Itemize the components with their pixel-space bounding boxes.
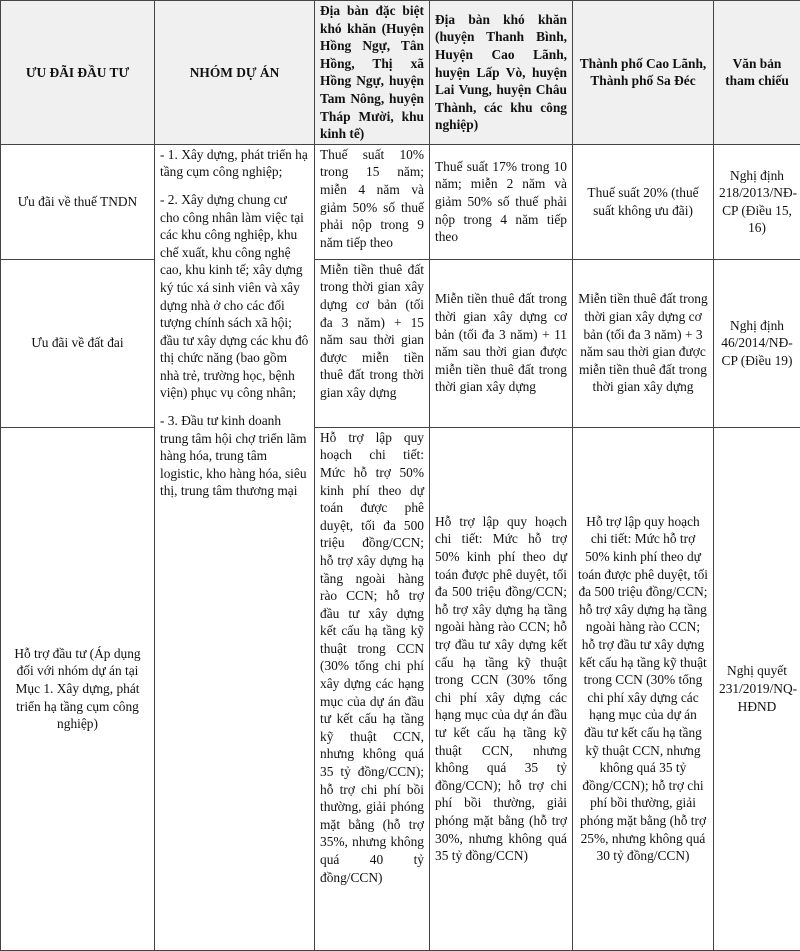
special-difficult-area-cell: Hỗ trợ lập quy hoạch chi tiết: Mức hỗ trợ 50% kinh phí theo dự toán được phê duyệt, tối đa 500 triệu đồng/CCN; hỗ trợ xây dựng hạ tầng ngoài hàng rào CCN; hỗ trợ đầu tư xây dựng kết cấu hạ tầng kỹ thuật trong CCN (30% tổng chi phí xây dựng các hạng mục của dự án đầu tư kết cấu hạ tầng kỹ thuật CCN, nhưng không quá 35 tỷ đồng/CCN); hỗ trợ chi phí bồi thường, giải phóng mặt bằng (hỗ trợ 35%, nhưng không quá 40 tỷ đồng/CCN) (315, 427, 430, 950)
header-difficult-area: Địa bàn khó khăn (huyện Thanh Bình, Huyện Cao Lãnh, huyện Lấp Vò, huyện Lai Vung, huyện Châu Thành, các khu công nghiệp) (430, 1, 573, 145)
reference-cell: Nghị quyết 231/2019/NQ-HĐND (714, 427, 800, 950)
header-city: Thành phố Cao Lãnh, Thành phố Sa Đéc (573, 1, 714, 145)
header-reference: Văn bản tham chiếu (714, 1, 800, 145)
reference-cell: Nghị định 218/2013/NĐ-CP (Điều 15, 16) (714, 144, 800, 259)
header-special-difficult-area: Địa bàn đặc biệt khó khăn (Huyện Hồng Ngự, Tân Hồng, Thị xã Hồng Ngự, huyện Tam Nông, huyện Tháp Mười, khu kinh tế) (315, 1, 430, 145)
project-group-item: - 3. Đầu tư kinh doanh trung tâm hội chợ triển lãm hàng hóa, trung tâm logistic, kho hàng hóa, siêu thị, trung tâm thương mại (160, 413, 307, 499)
project-group-item: - 1. Xây dựng, phát triển hạ tầng cụm công nghiệp; (160, 146, 308, 180)
difficult-area-cell: Hỗ trợ lập quy hoạch chi tiết: Mức hỗ trợ 50% kinh phí theo dự toán được phê duyệt, tối đa 500 triệu đồng/CCN; hỗ trợ xây dựng hạ tầng ngoài hàng rào CCN; hỗ trợ đầu tư xây dựng kết cấu hạ tầng kỹ thuật trong CCN (30% tổng chi phí xây dựng các hạng mục của dự án đầu tư kết cấu hạ tầng kỹ thuật CCN, nhưng không quá 35 tỷ đồng/CCN); hỗ trợ chi phí bồi thường, giải phóng mặt bằng (hỗ trợ 30%, nhưng không quá 35 tỷ đồng/CCN) (430, 427, 573, 950)
city-cell: Miễn tiền thuê đất trong thời gian xây dựng cơ bản (tối đa 3 năm) + 3 năm sau thời gian được miễn tiền thuê đất trong thời gian xây dựng (573, 259, 714, 427)
header-row (1, 1, 800, 145)
special-difficult-area-cell: Thuế suất 10% trong 15 năm; miễn 4 năm và giảm 50% số thuế phải nộp trong 9 năm tiếp theo (315, 144, 430, 259)
table-row (1, 144, 800, 259)
difficult-area-cell: Miễn tiền thuê đất trong thời gian xây dựng cơ bản (tối đa 3 năm) + 11 năm sau thời gian được miễn tiền thuê đất trong thời gian xây dựng (430, 259, 573, 427)
incentive-cell: Hỗ trợ đầu tư (Áp dụng đối với nhóm dự án tại Mục 1. Xây dựng, phát triển hạ tầng cụm công nghiệp) (1, 427, 155, 950)
incentive-cell: Ưu đãi về đất đai (1, 259, 155, 427)
difficult-area-cell: Thuế suất 17% trong 10 năm; miễn 2 năm và giảm 50% số thuế phải nộp trong 4 năm tiếp theo (430, 144, 573, 259)
header-project-group: NHÓM DỰ ÁN (155, 1, 315, 145)
city-cell: Hỗ trợ lập quy hoạch chi tiết: Mức hỗ trợ 50% kinh phí theo dự toán được phê duyệt, tối đa 500 triệu đồng/CCN; hỗ trợ xây dựng hạ tầng ngoài hàng rào CCN; hỗ trợ đầu tư xây dựng kết cấu hạ tầng kỹ thuật trong CCN (30% tổng chi phí xây dựng các hạng mục của dự án đầu tư kết cấu hạ tầng kỹ thuật CCN, nhưng không quá 35 tỷ đồng/CCN); hỗ trợ chi phí bồi thường, giải phóng mặt bằng (hỗ trợ 25%, nhưng không quá 30 tỷ đồng/CCN) (573, 427, 714, 950)
special-difficult-area-cell: Miễn tiền thuê đất trong thời gian xây dựng cơ bản (tối đa 3 năm) + 15 năm sau thời gian được miễn tiền thuê đất trong thời gian xây dựng (315, 259, 430, 427)
project-group-item: - 2. Xây dựng chung cư cho công nhân làm việc tại các khu công nghiệp, khu chế xuất, khu công nghệ cao, khu kinh tế; xây dựng ký túc xá sinh viên và xây dựng nhà ở cho các đối tượng chính sách xã hội; đầu tư xây dựng các khu đô thị chức năng (bao gồm nhà trẻ, trường học, bệnh viện) phục vụ công nhân; (160, 191, 309, 401)
city-cell: Thuế suất 20% (thuế suất không ưu đãi) (573, 144, 714, 259)
table-row (1, 427, 800, 950)
header-incentive: ƯU ĐÃI ĐẦU TƯ (1, 1, 155, 145)
table-row (1, 259, 800, 427)
incentive-cell: Ưu đãi về thuế TNDN (1, 144, 155, 259)
reference-cell: Nghị định 46/2014/NĐ-CP (Điều 19) (714, 259, 800, 427)
project-group-cell (155, 144, 315, 950)
